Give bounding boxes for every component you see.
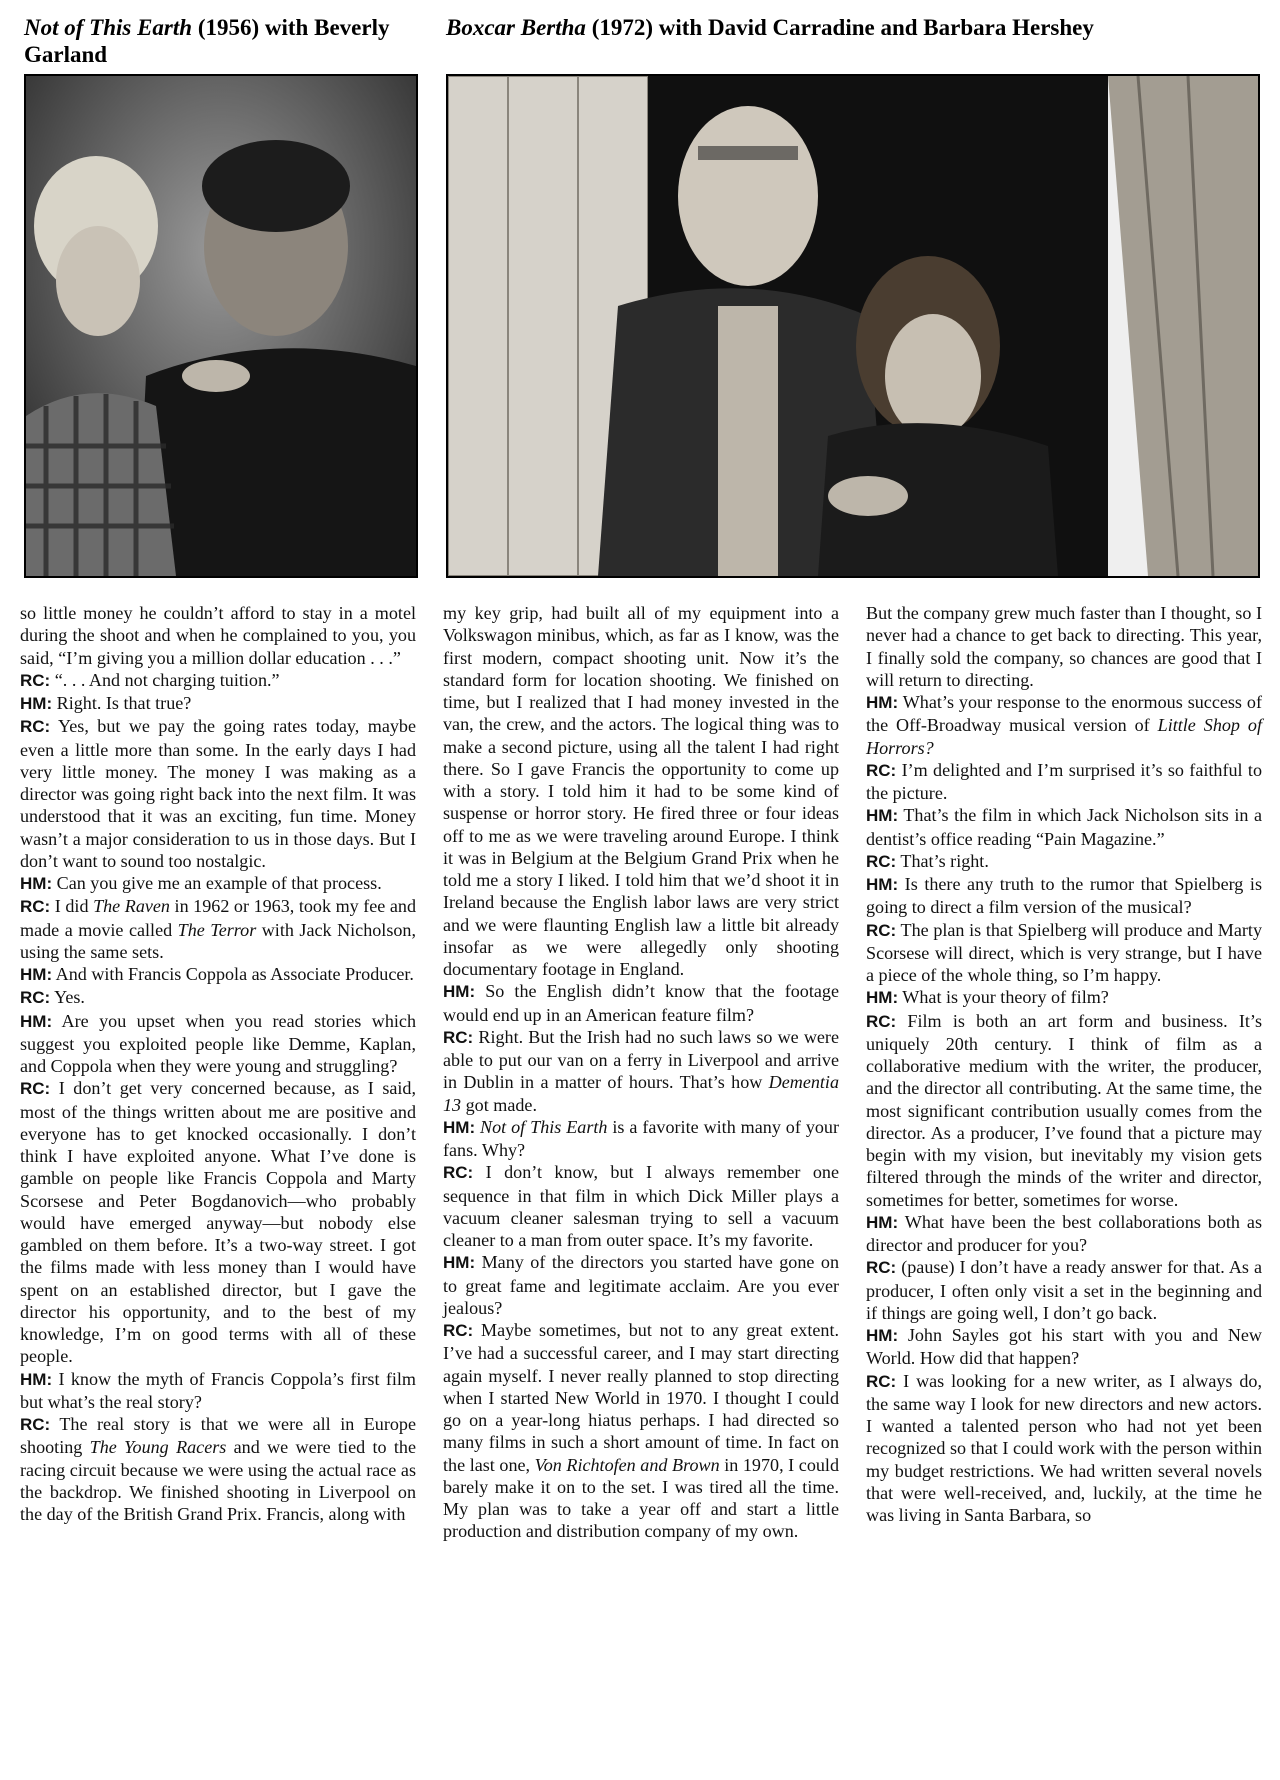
speaker-label: RC: bbox=[866, 760, 897, 780]
article-column-3 bbox=[866, 602, 1262, 1526]
paragraph bbox=[20, 1413, 416, 1525]
speaker-label: HM: bbox=[20, 874, 53, 893]
speaker-label: RC: bbox=[20, 1415, 51, 1434]
text-run: I don’t get very concerned because, as I said, most of the things written about me are positive and everyone has to get knocked occasionally. I don’t think I have exploited anyone. What I’ve done is gamble on people like Francis Coppola and Marty Scorsese and Peter Bogdanovich—who probably would have emerged anyway—but nobody else gambled on them before. It’s a two-way street. I got the films made with less money than I would have spent on an established director, but I gave the director his opportunity, and to the best of my knowledge, I’m on good terms with all of these people. bbox=[20, 1078, 416, 1367]
paragraph bbox=[866, 1010, 1262, 1211]
paragraph bbox=[443, 1116, 839, 1162]
speaker-label: HM: bbox=[866, 875, 899, 894]
paragraph bbox=[866, 1324, 1262, 1370]
paragraph bbox=[20, 602, 416, 669]
speaker-label: RC: bbox=[443, 1163, 474, 1183]
paragraph bbox=[20, 692, 416, 715]
speaker-label: RC: bbox=[866, 1011, 897, 1031]
paragraph bbox=[866, 919, 1262, 987]
text-run: my key grip, had built all of my equipment into a Volkswagon minibus, which, as far as I know, was the first modern, compact shooting unit. Now it’s the standard form for location shooting. We finished on time, but I realized that I had money invested in the van, the crew, and the actors. The logical thing was to make a second picture, using all the talent I had right there. So I gave Francis the opportunity to come up with a story. I told him it had to be some kind of suspense or horror story. He fired three or four ideas off to me as we were traveling around Europe. I think it was in Belgium at the Belgium Grand Prix when he told me a story I liked. I told him that we’d shoot it in Ireland because the English labor laws are very strict and we were flaunting English law a little bit already insofar as we were allegedly only shooting documentary footage in England. bbox=[443, 603, 839, 979]
italic-title: Dementia 13 bbox=[443, 1072, 839, 1115]
italic-title: The Raven bbox=[93, 896, 170, 917]
italic-title: Not of This Earth bbox=[480, 1116, 608, 1137]
speaker-label: RC: bbox=[20, 897, 51, 917]
paragraph bbox=[866, 602, 1262, 691]
text-run: Can you give me an example of that process. bbox=[52, 873, 382, 893]
text-run: But the company grew much faster than I thought, so I never had a chance to get back to directing. This year, I finally sold the company, so chances are good that I will return to directing. bbox=[866, 603, 1262, 690]
text-run: That’s right. bbox=[896, 850, 989, 871]
text-run: Right. But the Irish had no such laws so we were able to put our van on a ferry in Liverpool and arrive in Dublin in a matter of hours. That’s how bbox=[443, 1026, 839, 1093]
speaker-label: RC: bbox=[443, 1027, 474, 1047]
paragraph bbox=[866, 1211, 1262, 1257]
speaker-label: HM: bbox=[866, 806, 899, 826]
paragraph bbox=[866, 850, 1262, 873]
speaker-label: HM: bbox=[20, 694, 53, 713]
article-column-2 bbox=[443, 602, 839, 1543]
text-run: with Jack Nicholson, using the same sets. bbox=[20, 919, 416, 962]
caption-right-credits: (1972) with David Carradine and Barbara Hershey bbox=[585, 15, 1094, 40]
speaker-label: HM: bbox=[866, 988, 899, 1008]
paragraph bbox=[443, 1319, 839, 1543]
text-run: and we were tied to the racing circuit because we were using the actual race as the backdrop. We finished shooting in Liverpool on the day of the British Grand Prix. Francis, along with bbox=[20, 1437, 416, 1524]
photo-caption-left bbox=[24, 14, 404, 68]
paragraph bbox=[443, 1251, 839, 1319]
caption-right-film-title: Boxcar Bertha bbox=[446, 15, 586, 40]
paragraph bbox=[866, 759, 1262, 805]
speaker-label: RC: bbox=[443, 1321, 474, 1340]
paragraph bbox=[443, 980, 839, 1026]
speaker-label: HM: bbox=[866, 1212, 899, 1232]
text-run: Maybe sometimes, but not to any great extent. I’ve had a successful career, and I may start directing again myself. I never really planned to stop directing when I started New World in 1970. I thought I could go on a year-long hiatus perhaps. I had directed so many films in such a short amount of time. In fact on the last one, bbox=[443, 1320, 839, 1475]
text-run: I did bbox=[50, 896, 94, 917]
speaker-label: HM: bbox=[866, 693, 899, 712]
text-run: Many of the directors you started have gone on to great fame and legitimate acclaim. Are you ever jealous? bbox=[443, 1252, 839, 1318]
paragraph bbox=[20, 1368, 416, 1414]
speaker-label: HM: bbox=[443, 982, 476, 1002]
text-run: That’s the film in which Jack Nicholson sits in a dentist’s office reading “Pain Magazine.” bbox=[866, 805, 1262, 849]
paragraph bbox=[866, 1370, 1262, 1527]
text-run: Yes, but we pay the going rates today, maybe even a little more than some. In the early days I had very little money. The money I was making as a director was going right back into the next film. It was understood that it was an exciting, fun time. Money wasn’t a major consideration to us in those days. But I don’t want to sound too nostalgic. bbox=[20, 716, 416, 871]
italic-title: Von Richtofen and Brown bbox=[534, 1454, 720, 1475]
speaker-label: HM: bbox=[20, 1011, 53, 1031]
text-run: The real story is that we were all in Europe shooting bbox=[20, 1414, 416, 1458]
text-run: I don’t know, but I always remember one sequence in that film in which Dick Miller plays a vacuum cleaner salesman trying to sell a vacuum cleaner to a man from outer space. It’s my favorite. bbox=[443, 1162, 839, 1250]
caption-left-credits: (1956) with Beverly Garland bbox=[24, 15, 390, 67]
speaker-label: HM: bbox=[443, 1253, 476, 1273]
text-run: I’m delighted and I’m surprised it’s so faithful to the picture. bbox=[866, 759, 1262, 803]
text-run: Is there any truth to the rumor that Spielberg is going to direct a film version of the musical? bbox=[866, 874, 1262, 918]
text-run: Film is both an art form and business. It’s uniquely 20th century. I think of film as a collaborative medium with the writer, the producer, and the director all contributing. At the same time, the most significant contribution usually comes from the director. As a producer, I’ve found that a picture may begin with my vision, but inevitably my vision gets filtered through the minds of the writer and director, sometimes for better, sometimes for worse. bbox=[866, 1010, 1262, 1210]
text-run: What have been the best collaborations both as director and producer for you? bbox=[866, 1211, 1262, 1255]
text-run: got made. bbox=[461, 1094, 537, 1115]
article-column-1 bbox=[20, 602, 416, 1525]
paragraph bbox=[866, 986, 1262, 1009]
photo-still-boxcar-bertha-icon bbox=[448, 76, 1258, 576]
text-run: (pause) I don’t have a ready answer for that. As a producer, I often only visit a set in the beginning and if things are going well, I don’t go back. bbox=[866, 1257, 1262, 1323]
text-run: I was looking for a new writer, as I always do, the same way I look for new directors and new actors. I wanted a talented person who had not yet been recognized so that I could work with the person within my budget restrictions. We had written several novels that were well-received, and, luckily, at the time he was living in Santa Barbara, so bbox=[866, 1370, 1262, 1525]
text-run: Right. Is that true? bbox=[52, 693, 192, 713]
paragraph bbox=[20, 1077, 416, 1367]
speaker-label: RC: bbox=[20, 717, 51, 737]
text-run: Yes. bbox=[50, 987, 85, 1008]
speaker-label: RC: bbox=[866, 1371, 897, 1391]
paragraph bbox=[20, 1010, 416, 1078]
text-run: What is your theory of film? bbox=[898, 987, 1109, 1008]
speaker-label: RC: bbox=[866, 851, 897, 871]
text-run: The plan is that Spielberg will produce and Marty Scorsese will direct, which is very strange, but I have a piece of the whole thing, so I’m happy. bbox=[866, 919, 1262, 985]
text-run: So the English didn’t know that the footage would end up in an American feature film? bbox=[443, 981, 839, 1025]
paragraph bbox=[20, 986, 416, 1009]
text-run: John Sayles got his start with you and New World. How did that happen? bbox=[866, 1325, 1262, 1369]
speaker-label: RC: bbox=[866, 920, 897, 940]
paragraph bbox=[866, 804, 1262, 850]
speaker-label: HM: bbox=[443, 1117, 476, 1137]
speaker-label: HM: bbox=[20, 965, 53, 984]
speaker-label: HM: bbox=[20, 1369, 53, 1389]
photo-still-right bbox=[446, 74, 1260, 578]
photo-still-not-of-this-earth-icon bbox=[26, 76, 416, 576]
text-run: Are you upset when you read stories which suggest you exploited people like Demme, Kaplan, and Coppola when they were young and struggling? bbox=[20, 1010, 416, 1076]
paragraph bbox=[866, 1256, 1262, 1324]
speaker-label: RC: bbox=[866, 1258, 897, 1278]
paragraph bbox=[866, 873, 1262, 919]
speaker-label: HM: bbox=[866, 1326, 899, 1345]
text-run: in 1970, I could barely make it on to the set. I was tired all the time. My plan was to take a year off and start a little production and distribution company of my own. bbox=[443, 1454, 839, 1542]
caption-left-film-title: Not of This Earth bbox=[24, 15, 193, 40]
italic-title: The Terror bbox=[177, 919, 257, 940]
speaker-label: RC: bbox=[20, 988, 51, 1008]
paragraph bbox=[20, 963, 416, 986]
italic-title: The Young Racers bbox=[89, 1437, 227, 1458]
text-run: What’s your response to the enormous success of the Off-Broadway musical version of bbox=[866, 692, 1262, 736]
speaker-label: RC: bbox=[20, 1079, 51, 1099]
text-run: And with Francis Coppola as Associate Producer. bbox=[52, 964, 414, 984]
paragraph bbox=[20, 872, 416, 895]
paragraph bbox=[20, 895, 416, 963]
italic-title: Little Shop of Horrors? bbox=[866, 715, 1262, 758]
text-run: in 1962 or 1963, took my fee and made a movie called bbox=[20, 896, 417, 940]
paragraph bbox=[443, 1161, 839, 1251]
paragraph bbox=[20, 669, 416, 692]
text-run: “. . . And not charging tuition.” bbox=[50, 669, 280, 690]
paragraph bbox=[20, 715, 416, 872]
speaker-label: RC: bbox=[20, 670, 51, 690]
photo-caption-right bbox=[446, 14, 1246, 41]
photo-still-left bbox=[24, 74, 418, 578]
paragraph bbox=[866, 691, 1262, 759]
text-run: is a favorite with many of your fans. Why? bbox=[443, 1116, 839, 1160]
text-run: so little money he couldn’t afford to stay in a motel during the shoot and when he complained to you, you said, “I’m giving you a million dollar education . . .” bbox=[20, 603, 416, 668]
paragraph bbox=[443, 1026, 839, 1116]
text-run: I know the myth of Francis Coppola’s first film but what’s the real story? bbox=[20, 1368, 416, 1412]
paragraph bbox=[443, 602, 839, 980]
